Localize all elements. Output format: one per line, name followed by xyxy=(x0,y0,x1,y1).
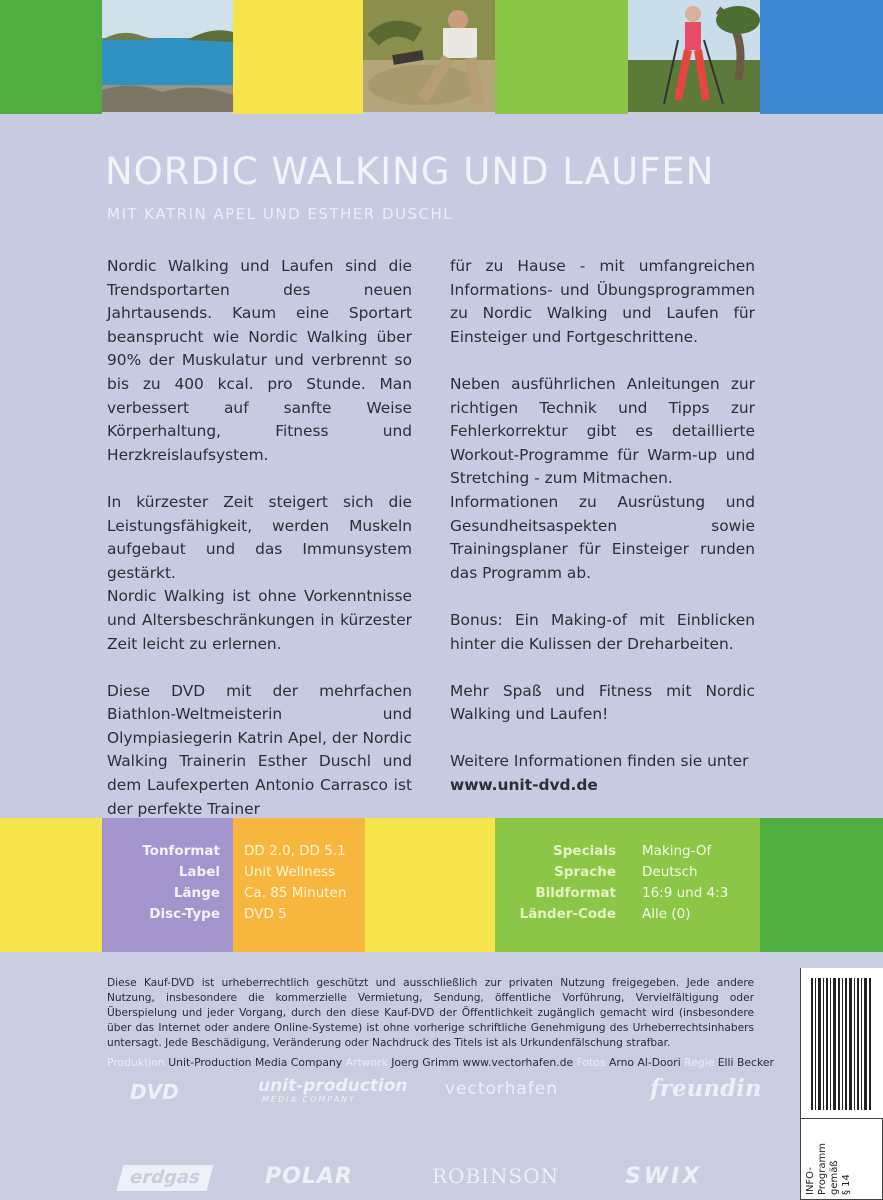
spec-label: Sprache xyxy=(554,864,616,880)
credit-value: Joerg Grimm www.vectorhafen.de xyxy=(391,1056,574,1069)
info-line: Programm xyxy=(817,1143,828,1195)
spec-label: Label xyxy=(178,864,220,880)
band-yellow-2 xyxy=(365,818,495,952)
legal-notice: Diese Kauf-DVD ist urheberrechtlich geschützt und ausschließlich zur privaten Nutzung freigegeben. Jede andere Nutzung, insbesondere die kommerzielle Vermietung, Sendung, öffentliche Vorführung, Vervielfältigung oder Überspielung und jeder Vorgang, durch den diese Kauf-DVD der Öffentlichkeit zugänglich gemacht wird (insbesondere über das Internet oder andere Online-Systeme) ist ohne vorherige schriftliche Genehmigung des Urheberrechtsinhabers untersagt. Jede Beschädigung, Veränderung oder Nachdruck des Titels ist als Urkundenfälschung strafbar. xyxy=(107,977,754,1049)
paragraph: Mehr Spaß und Fitness mit Nordic Walking und Laufen! xyxy=(450,681,755,724)
info-box-text xyxy=(805,1143,853,1195)
yellow-block xyxy=(233,0,363,114)
spec-label: Disc-Type xyxy=(149,906,220,922)
polar-logo: POLAR xyxy=(265,1164,353,1189)
spec-value: DVD 5 xyxy=(244,906,287,922)
credit-value: Elli Becker xyxy=(717,1056,774,1069)
blue-block xyxy=(760,0,883,114)
unit-production-logo: unit-production xyxy=(258,1076,408,1096)
info-line: gemäß xyxy=(829,1160,840,1195)
paragraph: Nordic Walking und Laufen sind die Trendsportarten des neuen Jahrtausends. Kaum eine Sportart beansprucht wie Nordic Walking über 90% der Muskulatur und verbrennt so bis zu 400 kcal. pro Stunde. Man verbessert auf sanfte Weise Körperhaltung, Fitness und Herzkreislaufsystem. xyxy=(107,257,412,464)
spec-value: Unit Wellness xyxy=(244,864,336,880)
info-programm-box xyxy=(800,1118,883,1200)
lime-block xyxy=(495,0,628,114)
freundin-logo: freundin xyxy=(650,1075,762,1102)
spec-value: Deutsch xyxy=(642,864,698,880)
spec-label: Specials xyxy=(553,843,616,859)
credit-label: Produktion xyxy=(107,1056,165,1069)
paragraph: Diese DVD mit der mehrfachen Biathlon-Weltmeisterin und Olympiasiegerin Katrin Apel, der Nordic Walking Trainerin Esther Duschl und dem Laufexperten Antonio Carrasco ist der perfekte Trainer xyxy=(107,681,412,818)
specs-labels-left xyxy=(110,841,220,925)
left-text-column xyxy=(107,255,412,845)
credit-label: Regie xyxy=(684,1056,715,1069)
robinson-logo: ROBINSON xyxy=(432,1164,560,1188)
band-yellow xyxy=(0,818,102,952)
page-title: NORDIC WALKING UND LAUFEN xyxy=(105,150,715,193)
coast-photo xyxy=(102,0,233,112)
spec-label: Bildformat xyxy=(535,885,616,901)
erdgas-logo: erdgas xyxy=(117,1165,214,1191)
walker-photo xyxy=(628,0,760,112)
right-text-column xyxy=(450,255,755,798)
paragraph: Weitere Informationen finden sie unter xyxy=(450,752,749,771)
paragraph: Nordic Walking ist ohne Vorkenntnisse und Altersbeschränkungen in kürzester Zeit leicht zu erlernen. xyxy=(107,587,412,653)
spec-label: Länder-Code xyxy=(519,906,616,922)
spec-value: Making-Of xyxy=(642,843,712,859)
website-link[interactable]: www.unit-dvd.de xyxy=(450,776,598,795)
unit-production-sub: MEDIA COMPANY xyxy=(262,1095,357,1104)
specs-values-left xyxy=(244,841,364,925)
credit-value: Arno Al-Doori xyxy=(608,1056,681,1069)
vectorhafen-logo: vectorhafen xyxy=(445,1079,559,1099)
credits-line xyxy=(107,1056,787,1069)
barcode xyxy=(800,968,883,1118)
credit-label: Fotos xyxy=(576,1056,606,1069)
spec-value: Alle (0) xyxy=(642,906,691,922)
band-green xyxy=(760,818,883,952)
paragraph: Bonus: Ein Making-of mit Einblicken hinter die Kulissen der Dreharbeiten. xyxy=(450,610,755,653)
top-color-strip xyxy=(0,0,883,114)
specs-labels-right xyxy=(500,841,616,925)
paragraph: Informationen zu Ausrüstung und Gesundheitsaspekten sowie Trainingsplaner für Einsteiger runden das Programm ab. xyxy=(450,492,755,582)
spec-value: 16:9 und 4:3 xyxy=(642,885,729,901)
paragraph: In kürzester Zeit steigert sich die Leistungsfähigkeit, werden Muskeln aufgebaut und das Immunsystem gestärkt. xyxy=(107,492,412,582)
green-block xyxy=(0,0,102,114)
credit-label: Artwork xyxy=(345,1056,388,1069)
spec-label: Länge xyxy=(173,885,220,901)
info-line: § 14 xyxy=(841,1174,852,1195)
info-line: INFO- xyxy=(805,1167,816,1195)
credit-value: Unit-Production Media Company xyxy=(168,1056,343,1069)
spec-label: Tonformat xyxy=(142,843,220,859)
specs-values-right xyxy=(642,841,757,925)
swix-logo: SWIX xyxy=(625,1164,703,1189)
spec-value: DD 2.0, DD 5.1 xyxy=(244,843,346,859)
paragraph: für zu Hause - mit umfangreichen Informations- und Übungsprogrammen zu Nordic Walking und Laufen für Einsteiger und Fortgeschrittene. xyxy=(450,257,755,346)
stretching-photo xyxy=(363,0,495,112)
paragraph: Neben ausführlichen Anleitungen zur richtigen Technik und Tipps zur Fehlerkorrektur gibt es detaillierte Workout-Programme für Warm-up und Stretching - zum Mitmachen. xyxy=(450,374,755,488)
page-subtitle: MIT KATRIN APEL UND ESTHER DUSCHL xyxy=(107,205,454,223)
dvd-logo: DVD xyxy=(130,1080,179,1104)
spec-value: Ca. 85 Minuten xyxy=(244,885,347,901)
